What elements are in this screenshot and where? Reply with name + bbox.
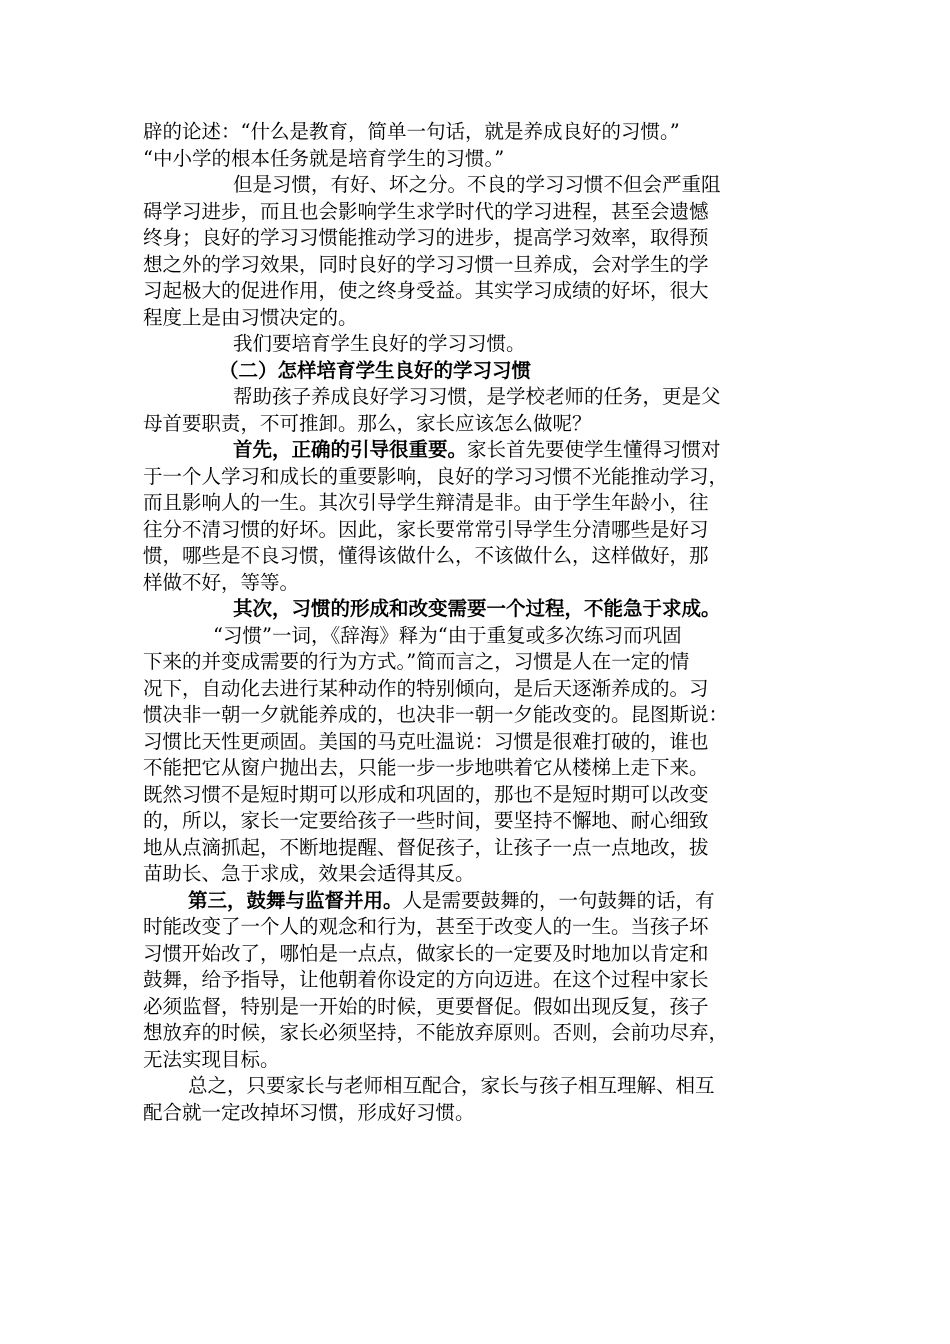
line-text: 配合就一定改掉坏习惯，形成好习惯。 xyxy=(143,1100,475,1124)
line-text: 惯，哪些是不良习惯，懂得该做什么，不该做什么，这样做好，那 xyxy=(143,544,709,567)
line-text: 时能改变了一个人的观念和行为，甚至于改变人的一生。当孩子坏 xyxy=(143,915,709,938)
line-text: 程度上是由习惯决定的。 xyxy=(143,305,358,329)
line-text: 下来的并变成需要的行为方式。”简而言之，习惯是人在一定的情 xyxy=(143,650,690,673)
text-line xyxy=(143,1020,803,1047)
text-line xyxy=(143,596,803,623)
text-line xyxy=(143,252,803,279)
line-text: 无法实现目标。 xyxy=(143,1047,280,1071)
text-line xyxy=(143,384,803,411)
line-text: 样做不好，等等。 xyxy=(143,570,300,594)
line-text: 习惯比天性更顽固。美国的马克吐温说：习惯是很难打破的，谁也 xyxy=(143,729,709,753)
line-text: 碍学习进步，而且也会影响学生求学时代的学习进程，甚至会遗憾 xyxy=(143,199,709,223)
text-line xyxy=(143,172,803,199)
line-text: 必须监督，特别是一开始的时候，更要督促。假如出现反复，孩子 xyxy=(143,994,709,1018)
line-text: 的，所以，家长一定要给孩子一些时间，要坚持不懈地、耐心细致 xyxy=(143,809,709,832)
text-line xyxy=(143,861,803,888)
line-text: “中小学的根本任务就是培育学生的习惯。” xyxy=(143,146,505,170)
text-line xyxy=(143,570,803,597)
line-text: 想之外的学习效果，同时良好的学习习惯一旦养成，会对学生的学 xyxy=(143,252,709,276)
text-line xyxy=(143,543,803,570)
line-text: 习惯开始改了，哪怕是一点点，做家长的一定要及时地加以肯定和 xyxy=(143,941,709,965)
text-line xyxy=(143,914,803,941)
line-text: 但是习惯，有好、坏之分。不良的学习习惯不但会严重阻 xyxy=(233,173,721,196)
line-text: 既然习惯不是短时期可以形成和巩固的，那也不是短时期可以改变 xyxy=(143,782,709,806)
line-text: 不能把它从窗户抛出去，只能一步一步地哄着它从楼梯上走下来。 xyxy=(143,756,709,779)
bold-heading: （二）怎样培育学生良好的学习习惯 xyxy=(219,358,532,382)
text-line xyxy=(143,146,803,173)
line-text: 鼓舞，给予指导，让他朝着你设定的方向迈进。在这个过程中家长 xyxy=(143,968,709,991)
text-line xyxy=(143,358,803,385)
text-line xyxy=(143,1100,803,1127)
line-text: 况下，自动化去进行某种动作的特别倾向，是后天逐渐养成的。习 xyxy=(143,676,709,700)
text-line xyxy=(143,782,803,809)
line-text: 想放弃的时候，家长必须坚持，不能放弃原则。否则，会前功尽弃， xyxy=(143,1021,729,1044)
line-text: 地从点滴抓起，不断地提醒、督促孩子，让孩子一点一点地改，拔 xyxy=(143,835,709,859)
line-text: 总之，只要家长与老师相互配合，家长与孩子相互理解、相互 xyxy=(188,1074,715,1097)
line-text: 母首要职责，不可推卸。那么，家长应该怎么做呢？ xyxy=(143,411,592,435)
line-text: 家长首先要使学生懂得习惯对 xyxy=(467,438,721,461)
text-line xyxy=(143,888,803,915)
line-text: 往分不清习惯的好坏。因此，家长要常常引导学生分清哪些是好习 xyxy=(143,517,709,541)
line-text: 于一个人学习和成长的重要影响，良好的学习习惯不光能推动学习， xyxy=(143,464,729,488)
line-text: 终身；良好的学习习惯能推动学习的进步，提高学习效率，取得预 xyxy=(143,226,709,249)
text-line xyxy=(143,702,803,729)
line-text: 我们要培育学生良好的学习习惯。 xyxy=(233,332,526,355)
text-line xyxy=(143,517,803,544)
text-line xyxy=(143,967,803,994)
line-text: 而且影响人的一生。其次引导学生辩清是非。由于学生年龄小，往 xyxy=(143,491,709,514)
text-line xyxy=(143,729,803,756)
document-body xyxy=(143,119,803,1126)
text-line xyxy=(143,1073,803,1100)
text-line xyxy=(143,225,803,252)
text-line xyxy=(143,1047,803,1074)
text-line xyxy=(143,305,803,332)
text-line xyxy=(143,331,803,358)
text-line xyxy=(143,119,803,146)
text-line xyxy=(143,649,803,676)
text-line xyxy=(143,808,803,835)
text-line xyxy=(143,199,803,226)
line-text: “习惯”一词，《辞海》释为“由于重复或多次练习而巩固 xyxy=(213,623,682,647)
text-line xyxy=(143,676,803,703)
line-text: 帮助孩子养成良好学习习惯，是学校老师的任务，更是父 xyxy=(233,385,721,408)
line-text: 惯决非一朝一夕就能养成的，也决非一朝一夕能改变的。昆图斯说： xyxy=(143,703,729,726)
text-line xyxy=(143,464,803,491)
text-line xyxy=(143,411,803,438)
line-text: 苗助长、急于求成，效果会适得其反。 xyxy=(143,862,475,885)
line-text: 人是需要鼓舞的，一句鼓舞的话，有 xyxy=(402,888,715,912)
bold-heading: 第三，鼓舞与监督并用。 xyxy=(188,888,403,912)
text-line xyxy=(143,835,803,862)
text-line xyxy=(143,755,803,782)
text-line xyxy=(143,623,803,650)
text-line xyxy=(143,941,803,968)
bold-heading: 其次，习惯的形成和改变需要一个过程，不能急于求成。 xyxy=(233,597,721,620)
line-text: 辟的论述：“什么是教育，简单一句话，就是养成良好的习惯。” xyxy=(143,120,680,143)
bold-heading: 首先，正确的引导很重要。 xyxy=(233,438,468,461)
text-line xyxy=(143,437,803,464)
text-line xyxy=(143,278,803,305)
text-line xyxy=(143,490,803,517)
line-text: 习起极大的促进作用，使之终身受益。其实学习成绩的好坏，很大 xyxy=(143,279,709,302)
text-line xyxy=(143,994,803,1021)
